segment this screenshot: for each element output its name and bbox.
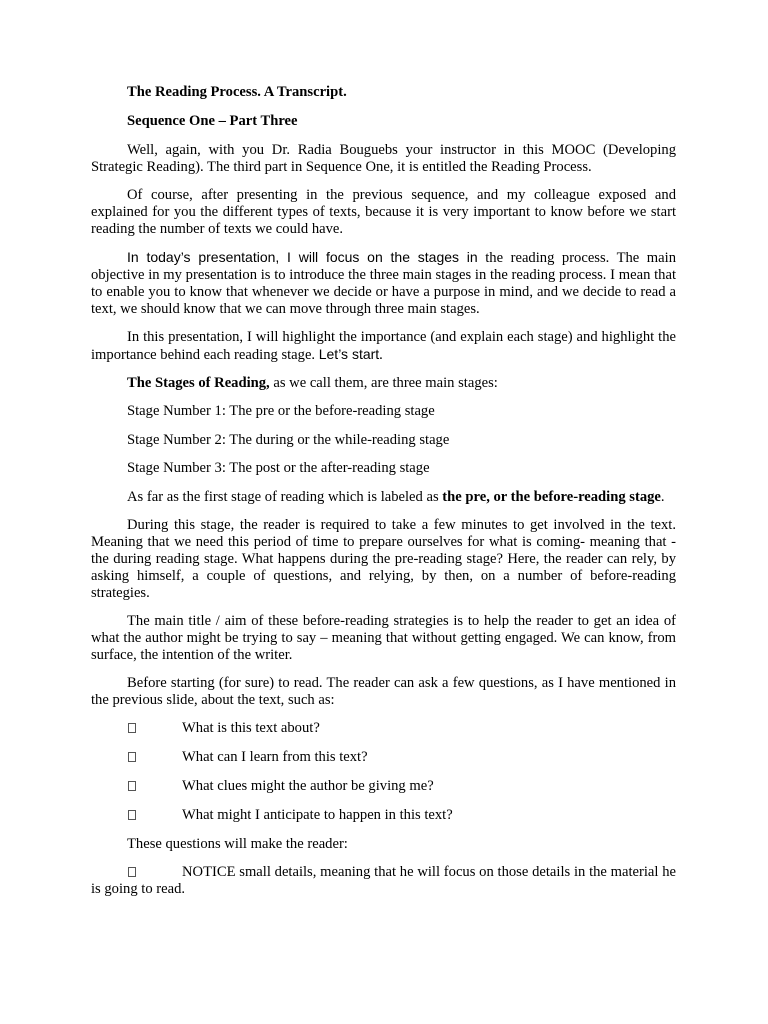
notice-text: NOTICE small details, meaning that he will focus on those details in the material he is going to read. <box>91 863 676 897</box>
paragraph-these-questions: These questions will make the reader: <box>127 835 348 852</box>
paragraph-strategies-aim: The main title / aim of these before-reading strategies is to help the reader to get an idea of what the author might be trying to say – meaning that without getting engaged. We can know, from surface, the intention of the writer. <box>91 612 676 663</box>
document-page <box>91 84 676 909</box>
stages-intro-text: as we call them, are three main stages: <box>269 375 498 391</box>
question-text: What is this text about? <box>182 719 320 736</box>
question-item-4 <box>91 807 676 824</box>
paragraph-highlight-period: . <box>379 347 383 363</box>
question-item-2 <box>91 749 676 766</box>
paragraph-presentation-lead: In today’s presentation, I will focus on the stages in <box>127 249 478 265</box>
question-item-3 <box>91 778 676 795</box>
bullet-square-icon <box>128 867 136 877</box>
stage-item-3: Stage Number 3: The post or the after-reading stage <box>127 460 430 476</box>
document-title: The Reading Process. A Transcript. <box>127 84 347 100</box>
bullet-square-icon <box>128 752 136 762</box>
first-stage-lead: As far as the first stage of reading which is labeled as <box>127 488 443 505</box>
paragraph-lets-start: Let’s start <box>318 346 380 362</box>
first-stage-bold: the pre, or the before-reading stage <box>442 488 661 505</box>
question-text: What might I anticipate to happen in this text? <box>182 806 453 823</box>
paragraph-presentation-rest: the reading process. The main objective in my presentation is to introduce the three main stages in the reading process. I mean that to enable you to know that whenever we decide or have a purpose in mind, and we decide to read a text, we should know that we can move through three main stages. <box>91 250 676 317</box>
stages-heading-inline: The Stages of Reading, <box>127 375 270 391</box>
document-subtitle: Sequence One – Part Three <box>127 113 298 129</box>
paragraph-highlight-importance <box>91 329 676 364</box>
notice-item <box>91 864 676 898</box>
paragraph-during-stage: During this stage, the reader is required to take a few minutes to get involved in the text. Meaning that we need this period of time to prepare ourselves for what is coming- meaning that -the during reading stage. What happens during the pre-reading stage? Here, the reader can rely, by asking himself, a couple of questions, and relying, by then, on a number of before-reading strategies. <box>91 516 676 601</box>
bullet-square-icon <box>128 723 136 733</box>
paragraph-before-starting: Before starting (for sure) to read. The reader can ask a few questions, as I have mentioned in the previous slide, about the text, such as: <box>91 674 676 708</box>
question-text: What can I learn from this text? <box>182 748 368 765</box>
paragraph-previous-sequence: Of course, after presenting in the previous sequence, and my colleague exposed and explained for you the different types of texts, because it is very important to know before we start reading the number of texts we could have. <box>91 187 676 237</box>
paragraph-highlight-main: In this presentation, I will highlight the importance (and explain each stage) and highlight the importance behind each reading stage. <box>91 329 676 363</box>
first-stage-end: . <box>660 488 665 505</box>
stage-item-2: Stage Number 2: The during or the while-reading stage <box>127 431 450 448</box>
paragraph-stages-of-reading <box>91 375 676 392</box>
bullet-square-icon <box>128 781 136 791</box>
paragraph-first-stage <box>91 489 676 506</box>
paragraph-presentation-focus <box>91 249 676 318</box>
question-text: What clues might the author be giving me? <box>182 777 434 794</box>
stage-item-1: Stage Number 1: The pre or the before-reading stage <box>127 403 435 419</box>
bullet-square-icon <box>128 810 136 820</box>
question-item-1 <box>91 720 676 737</box>
paragraph-intro: Well, again, with you Dr. Radia Bouguebs your instructor in this MOOC (Developing Strategic Reading). The third part in Sequence One, it is entitled the Reading Process. <box>91 142 676 175</box>
